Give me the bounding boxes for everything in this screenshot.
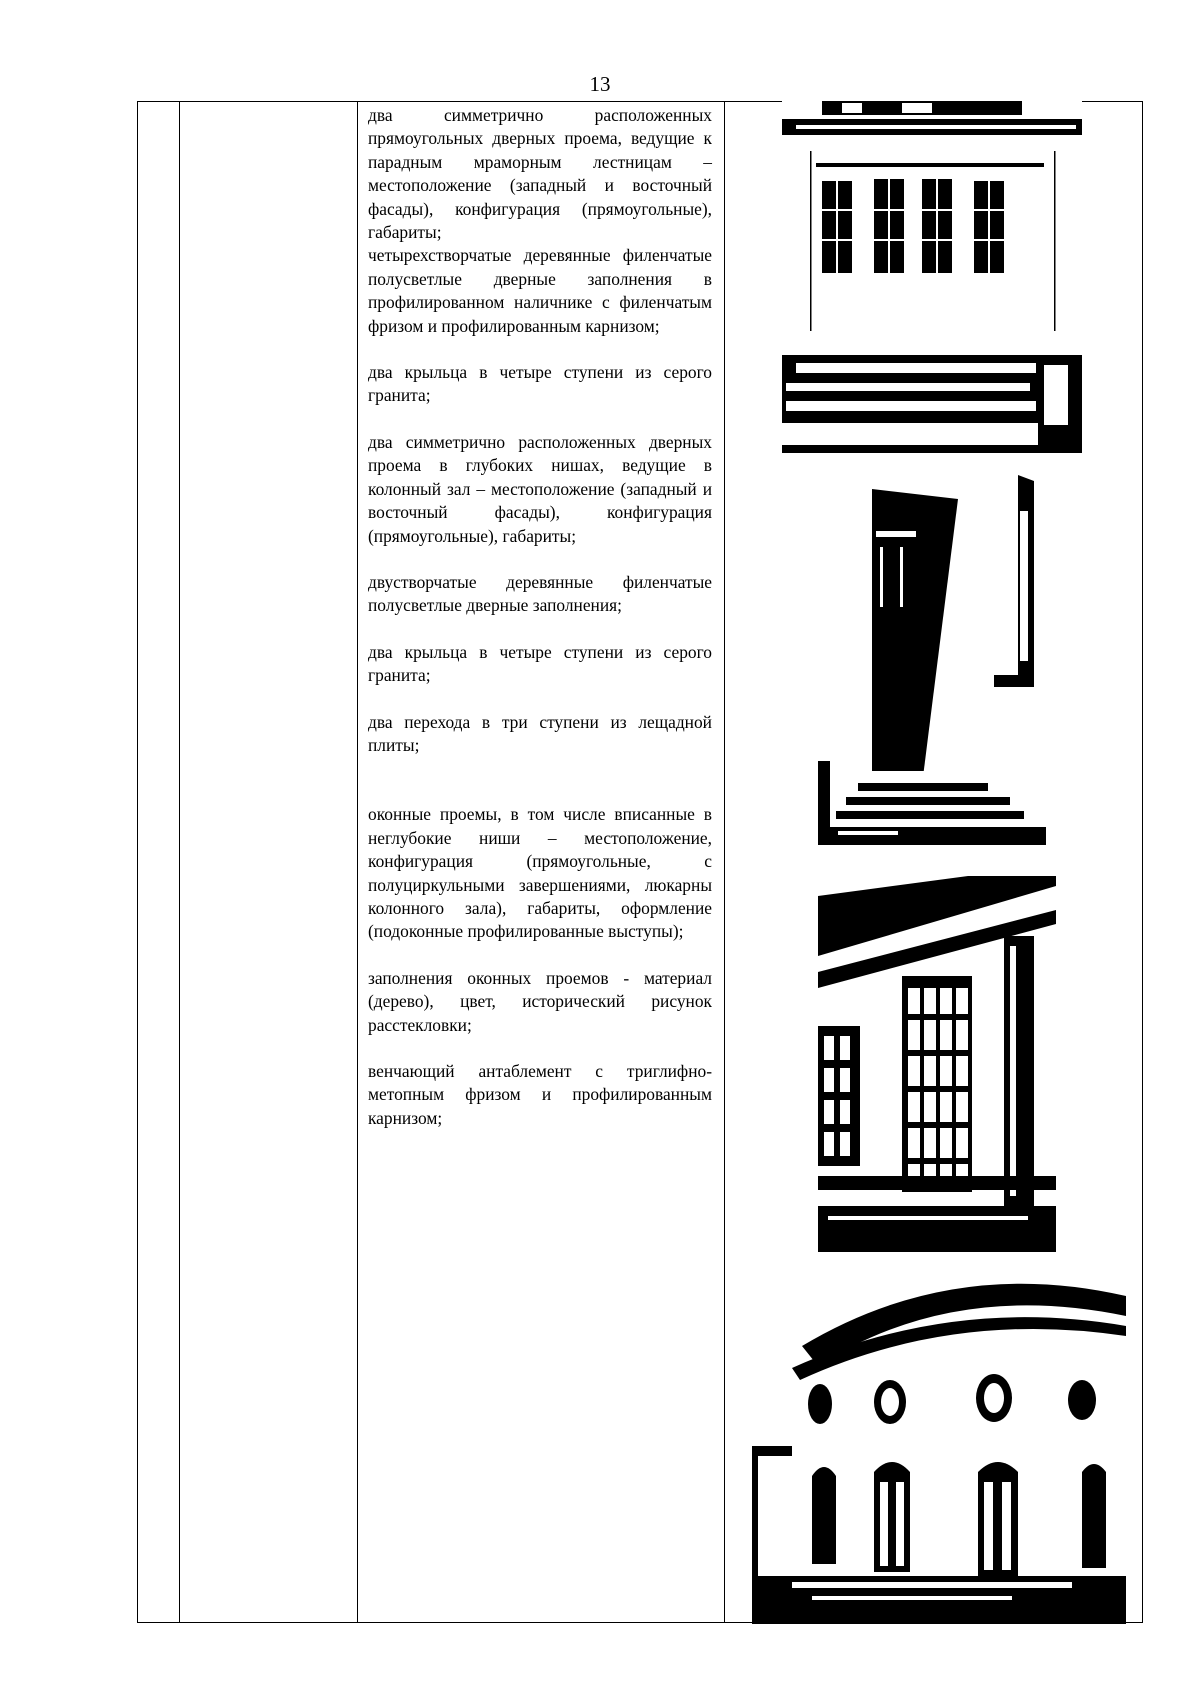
item-paragraph: двустворчатые деревянные филенчатые полусветлые дверные заполнения; [368, 571, 712, 616]
item-paragraph: венчающий антаблемент с триглифно-метопным фризом и профилированным карнизом; [368, 1061, 712, 1128]
column-divider [179, 102, 180, 1622]
page-number: 13 [589, 72, 611, 96]
item-paragraph: два симметрично расположенных дверных проема в глубоких нишах, ведущие в колонный зал – местоположение (западный и восточный фасады), конфигурация (прямоугольные), габариты; [368, 431, 712, 546]
item-paragraph: два симметрично расположенных прямоугольных дверных проема, ведущие к парадным мраморным лестницам – местоположение (западный и восточный фасады), конфигурация (прямоугольные), габариты; [368, 105, 712, 243]
column-divider [357, 102, 358, 1622]
item-paragraph: два крыльца в четыре ступени из серого гранита; [368, 362, 712, 406]
item-paragraph: два крыльца в четыре ступени из серого гранита; [368, 641, 712, 686]
item-paragraph: два перехода в три ступени из лещадной плиты; [368, 711, 712, 755]
description-column [368, 104, 712, 1130]
item-paragraph: оконные проемы, в том числе вписанные в неглубокие ниши – местоположение, конфигурация (прямоугольные, с полуциркульными завершениями, люкарны колонного зала), габариты, оформление (подоконные профилированные выступы); [368, 804, 712, 942]
item-paragraph: заполнения оконных проемов - материал (дерево), цвет, исторический рисунок расстекловки; [368, 967, 712, 1035]
photo-niche-door [818, 471, 1046, 845]
item-paragraph: четырехстворчатые деревянные филенчатые полусветлые дверные заполнения в профилированном наличнике с филенчатым фризом и профилированным карнизом; [368, 245, 712, 336]
photo-rotunda [752, 1276, 1126, 1624]
photo-four-leaf-door [782, 101, 1082, 453]
photo-facade-windows [818, 876, 1056, 1252]
column-divider [724, 102, 725, 1622]
